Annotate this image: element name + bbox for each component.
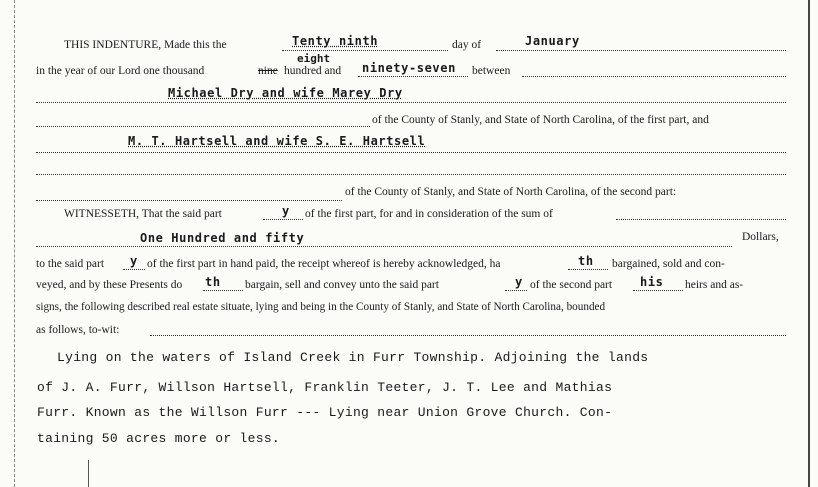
first-party-value: Michael Dry and wife Marey Dry	[168, 86, 403, 100]
heirs-text: heirs and as-	[685, 279, 744, 291]
century-insert: eight	[297, 52, 331, 65]
description-line-4: taining 50 acres more or less.	[37, 431, 281, 446]
day-value: Tenty ninth	[292, 34, 379, 48]
party3-suffix: y	[515, 275, 523, 289]
receipt-text: of the first part in hand paid, the receipt whereof is hereby acknowledged, ha	[147, 258, 501, 270]
to-wit-label: as follows, to-wit:	[36, 324, 120, 336]
year-hundred-label: hundred and	[284, 65, 342, 77]
said-part-text: to the said part	[36, 258, 105, 270]
month-value: January	[525, 34, 580, 48]
party2-suffix: y	[130, 254, 138, 268]
second-party-fill-3	[36, 188, 342, 201]
sum-value: One Hundred and fifty	[140, 231, 305, 245]
description-line-1: Lying on the waters of Island Creek in Furr Township. Adjoining the lands	[57, 350, 649, 365]
right-margin-line	[808, 0, 810, 487]
century-crossed: nine	[258, 65, 278, 77]
bargained-text: bargained, sold and con-	[612, 258, 725, 270]
between-label: between	[472, 65, 511, 77]
sum-fill-1	[616, 207, 786, 220]
ha-suffix: th	[578, 254, 594, 268]
description-line-2: of J. A. Furr, Willson Hartsell, Franklin Teeter, J. T. Lee and Mathias	[37, 380, 613, 395]
to-wit-fill	[150, 323, 786, 336]
signs-text: signs, the following described real estate situate, lying and being in the County of Stanly, and State of North Carolina, bounded	[36, 301, 606, 313]
dollars-label: Dollars,	[742, 231, 779, 243]
do-suffix: th	[205, 275, 221, 289]
description-line-3: Furr. Known as the Willson Furr --- Lying near Union Grove Church. Con-	[37, 405, 613, 420]
convey-text: bargain, sell and convey unto the said part	[245, 279, 439, 291]
year-prefix: in the year of our Lord one thousand	[36, 65, 205, 77]
second-part-county-text: of the County of Stanly, and State of North Carolina, of the second part:	[345, 186, 677, 198]
party1-suffix: y	[282, 204, 290, 218]
indenture-prefix: THIS INDENTURE, Made this the	[64, 39, 227, 51]
year-value: ninety-seven	[362, 61, 456, 75]
witnesseth-text-a: WITNESSETH, That the said part	[64, 208, 222, 220]
second-part-text: of the second part	[530, 279, 613, 291]
between-fill	[522, 64, 786, 77]
day-of-label: day of	[452, 39, 482, 51]
left-margin-line	[14, 0, 15, 487]
first-part-county-text: of the County of Stanly, and State of North Carolina, of the first part, and	[372, 114, 709, 126]
second-party-fill-2	[36, 162, 786, 175]
conveyed-text: veyed, and by these Presents do	[36, 279, 183, 291]
first-party-fill	[36, 90, 786, 103]
bottom-margin-mark	[88, 460, 89, 487]
his-value: his	[640, 275, 664, 289]
witnesseth-text-b: of the first part, for and in consideration of the sum of	[305, 208, 553, 220]
second-party-value: M. T. Hartsell and wife S. E. Hartsell	[128, 134, 426, 148]
first-party-fill-2	[36, 114, 370, 127]
